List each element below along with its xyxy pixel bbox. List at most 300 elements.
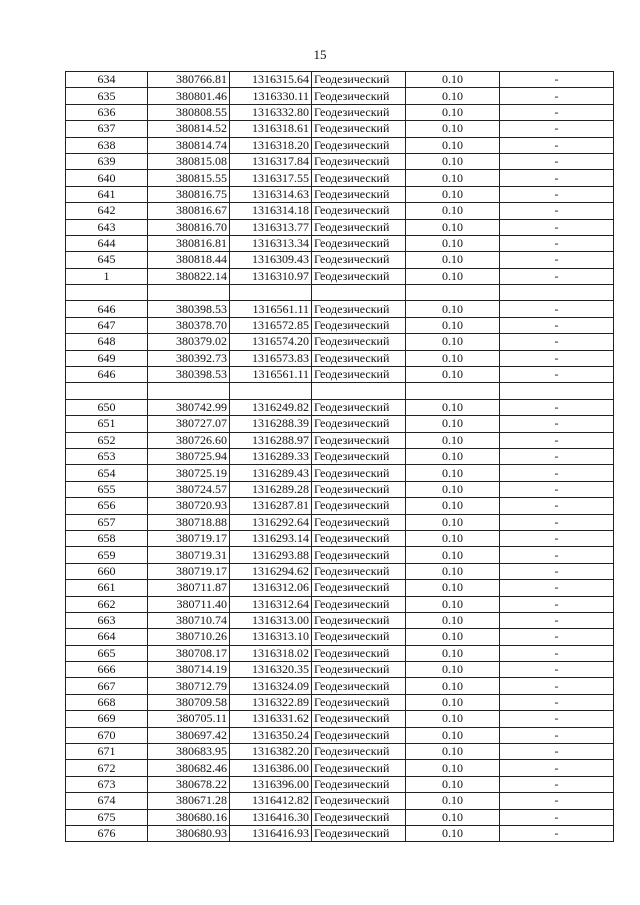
x-coordinate-cell: 380822.14	[148, 268, 230, 284]
method-cell: Геодезический	[312, 399, 406, 415]
x-coordinate-cell: 380801.46	[148, 88, 230, 104]
table-row	[66, 416, 614, 432]
table-row	[66, 776, 614, 792]
point-number-cell: 654	[66, 465, 148, 481]
y-coordinate-cell: 1316312.64	[230, 596, 312, 612]
method-cell: Геодезический	[312, 580, 406, 596]
x-coordinate-cell: 380815.08	[148, 153, 230, 169]
method-cell: Геодезический	[312, 170, 406, 186]
note-cell: -	[500, 186, 614, 202]
table-row	[66, 72, 614, 88]
accuracy-cell: 0.10	[406, 760, 500, 776]
table-row	[66, 498, 614, 514]
table-row	[66, 88, 614, 104]
table-row	[66, 547, 614, 563]
x-coordinate-cell: 380379.02	[148, 334, 230, 350]
point-number-cell: 672	[66, 760, 148, 776]
x-coordinate-cell: 380671.28	[148, 793, 230, 809]
point-number-cell	[66, 383, 148, 399]
accuracy-cell: 0.10	[406, 235, 500, 251]
accuracy-cell: 0.10	[406, 72, 500, 88]
x-coordinate-cell: 380378.70	[148, 317, 230, 333]
table-row	[66, 367, 614, 383]
note-cell: -	[500, 629, 614, 645]
accuracy-cell: 0.10	[406, 219, 500, 235]
x-coordinate-cell: 380816.75	[148, 186, 230, 202]
method-cell: Геодезический	[312, 629, 406, 645]
point-number-cell: 659	[66, 547, 148, 563]
accuracy-cell: 0.10	[406, 727, 500, 743]
accuracy-cell: 0.10	[406, 465, 500, 481]
x-coordinate-cell: 380709.58	[148, 694, 230, 710]
y-coordinate-cell: 1316561.11	[230, 301, 312, 317]
method-cell	[312, 383, 406, 399]
table-row	[66, 711, 614, 727]
y-coordinate-cell: 1316318.20	[230, 137, 312, 153]
note-cell: -	[500, 268, 614, 284]
accuracy-cell: 0.10	[406, 776, 500, 792]
point-number-cell: 645	[66, 252, 148, 268]
method-cell: Геодезический	[312, 448, 406, 464]
y-coordinate-cell	[230, 383, 312, 399]
note-cell: -	[500, 678, 614, 694]
accuracy-cell	[406, 285, 500, 301]
note-cell: -	[500, 514, 614, 530]
x-coordinate-cell	[148, 285, 230, 301]
method-cell: Геодезический	[312, 481, 406, 497]
note-cell: -	[500, 563, 614, 579]
y-coordinate-cell: 1316318.02	[230, 645, 312, 661]
x-coordinate-cell: 380814.52	[148, 121, 230, 137]
point-number-cell: 638	[66, 137, 148, 153]
accuracy-cell: 0.10	[406, 744, 500, 760]
x-coordinate-cell: 380708.17	[148, 645, 230, 661]
y-coordinate-cell: 1316320.35	[230, 662, 312, 678]
table-row	[66, 137, 614, 153]
method-cell: Геодезический	[312, 825, 406, 841]
accuracy-cell: 0.10	[406, 711, 500, 727]
note-cell	[500, 285, 614, 301]
x-coordinate-cell: 380680.16	[148, 809, 230, 825]
y-coordinate-cell: 1316289.33	[230, 448, 312, 464]
note-cell: -	[500, 153, 614, 169]
x-coordinate-cell: 380720.93	[148, 498, 230, 514]
table-row	[66, 285, 614, 301]
table-row	[66, 399, 614, 415]
table-row	[66, 350, 614, 366]
accuracy-cell: 0.10	[406, 416, 500, 432]
y-coordinate-cell: 1316288.97	[230, 432, 312, 448]
note-cell: -	[500, 88, 614, 104]
accuracy-cell: 0.10	[406, 596, 500, 612]
table-row	[66, 530, 614, 546]
note-cell: -	[500, 367, 614, 383]
note-cell: -	[500, 350, 614, 366]
method-cell	[312, 285, 406, 301]
accuracy-cell: 0.10	[406, 514, 500, 530]
note-cell: -	[500, 432, 614, 448]
table-row	[66, 219, 614, 235]
y-coordinate-cell: 1316317.84	[230, 153, 312, 169]
method-cell: Геодезический	[312, 432, 406, 448]
y-coordinate-cell: 1316287.81	[230, 498, 312, 514]
method-cell: Геодезический	[312, 727, 406, 743]
point-number-cell: 664	[66, 629, 148, 645]
method-cell: Геодезический	[312, 334, 406, 350]
note-cell: -	[500, 104, 614, 120]
accuracy-cell: 0.10	[406, 317, 500, 333]
point-number-cell: 646	[66, 367, 148, 383]
method-cell: Геодезический	[312, 498, 406, 514]
point-number-cell: 643	[66, 219, 148, 235]
note-cell: -	[500, 301, 614, 317]
accuracy-cell: 0.10	[406, 563, 500, 579]
x-coordinate-cell: 380725.94	[148, 448, 230, 464]
table-row	[66, 563, 614, 579]
point-number-cell: 639	[66, 153, 148, 169]
point-number-cell: 648	[66, 334, 148, 350]
x-coordinate-cell	[148, 383, 230, 399]
method-cell: Геодезический	[312, 137, 406, 153]
table-row	[66, 596, 614, 612]
point-number-cell: 635	[66, 88, 148, 104]
note-cell: -	[500, 776, 614, 792]
method-cell: Геодезический	[312, 153, 406, 169]
y-coordinate-cell: 1316293.88	[230, 547, 312, 563]
table-row	[66, 235, 614, 251]
method-cell: Геодезический	[312, 547, 406, 563]
x-coordinate-cell: 380719.31	[148, 547, 230, 563]
note-cell: -	[500, 399, 614, 415]
table-row	[66, 170, 614, 186]
y-coordinate-cell: 1316396.00	[230, 776, 312, 792]
accuracy-cell: 0.10	[406, 448, 500, 464]
point-number-cell: 652	[66, 432, 148, 448]
y-coordinate-cell: 1316249.82	[230, 399, 312, 415]
accuracy-cell: 0.10	[406, 104, 500, 120]
table-row	[66, 629, 614, 645]
x-coordinate-cell: 380808.55	[148, 104, 230, 120]
y-coordinate-cell: 1316309.43	[230, 252, 312, 268]
accuracy-cell: 0.10	[406, 580, 500, 596]
x-coordinate-cell: 380718.88	[148, 514, 230, 530]
method-cell: Геодезический	[312, 744, 406, 760]
table-row	[66, 301, 614, 317]
table-row	[66, 252, 614, 268]
point-number-cell: 647	[66, 317, 148, 333]
y-coordinate-cell: 1316573.83	[230, 350, 312, 366]
x-coordinate-cell: 380742.99	[148, 399, 230, 415]
y-coordinate-cell: 1316572.85	[230, 317, 312, 333]
point-number-cell: 663	[66, 612, 148, 628]
note-cell: -	[500, 416, 614, 432]
point-number-cell: 1	[66, 268, 148, 284]
y-coordinate-cell: 1316317.55	[230, 170, 312, 186]
point-number-cell: 676	[66, 825, 148, 841]
accuracy-cell: 0.10	[406, 530, 500, 546]
method-cell: Геодезический	[312, 612, 406, 628]
method-cell: Геодезический	[312, 88, 406, 104]
x-coordinate-cell: 380398.53	[148, 367, 230, 383]
point-number-cell: 669	[66, 711, 148, 727]
table-row	[66, 104, 614, 120]
table-row	[66, 793, 614, 809]
table-row	[66, 186, 614, 202]
note-cell: -	[500, 662, 614, 678]
table-row	[66, 121, 614, 137]
note-cell: -	[500, 465, 614, 481]
x-coordinate-cell: 380766.81	[148, 72, 230, 88]
method-cell: Геодезический	[312, 530, 406, 546]
x-coordinate-cell: 380712.79	[148, 678, 230, 694]
coordinates-table-body	[66, 72, 614, 842]
method-cell: Геодезический	[312, 809, 406, 825]
accuracy-cell: 0.10	[406, 301, 500, 317]
y-coordinate-cell: 1316312.06	[230, 580, 312, 596]
point-number-cell: 655	[66, 481, 148, 497]
note-cell: -	[500, 596, 614, 612]
note-cell: -	[500, 760, 614, 776]
note-cell: -	[500, 809, 614, 825]
y-coordinate-cell	[230, 285, 312, 301]
point-number-cell: 650	[66, 399, 148, 415]
y-coordinate-cell: 1316313.00	[230, 612, 312, 628]
method-cell: Геодезический	[312, 268, 406, 284]
table-row	[66, 203, 614, 219]
x-coordinate-cell: 380725.19	[148, 465, 230, 481]
note-cell: -	[500, 711, 614, 727]
point-number-cell: 661	[66, 580, 148, 596]
note-cell: -	[500, 334, 614, 350]
note-cell: -	[500, 170, 614, 186]
method-cell: Геодезический	[312, 121, 406, 137]
y-coordinate-cell: 1316382.20	[230, 744, 312, 760]
table-row	[66, 612, 614, 628]
method-cell: Геодезический	[312, 72, 406, 88]
method-cell: Геодезический	[312, 563, 406, 579]
y-coordinate-cell: 1316416.93	[230, 825, 312, 841]
note-cell: -	[500, 530, 614, 546]
method-cell: Геодезический	[312, 367, 406, 383]
table-row	[66, 744, 614, 760]
y-coordinate-cell: 1316331.62	[230, 711, 312, 727]
point-number-cell: 662	[66, 596, 148, 612]
note-cell: -	[500, 612, 614, 628]
accuracy-cell: 0.10	[406, 399, 500, 415]
y-coordinate-cell: 1316318.61	[230, 121, 312, 137]
table-row	[66, 727, 614, 743]
table-row	[66, 662, 614, 678]
x-coordinate-cell: 380680.93	[148, 825, 230, 841]
point-number-cell	[66, 285, 148, 301]
point-number-cell: 646	[66, 301, 148, 317]
y-coordinate-cell: 1316324.09	[230, 678, 312, 694]
method-cell: Геодезический	[312, 793, 406, 809]
accuracy-cell: 0.10	[406, 367, 500, 383]
method-cell: Геодезический	[312, 416, 406, 432]
note-cell: -	[500, 72, 614, 88]
y-coordinate-cell: 1316313.34	[230, 235, 312, 251]
method-cell: Геодезический	[312, 104, 406, 120]
accuracy-cell: 0.10	[406, 629, 500, 645]
table-row	[66, 317, 614, 333]
point-number-cell: 671	[66, 744, 148, 760]
point-number-cell: 665	[66, 645, 148, 661]
x-coordinate-cell: 380719.17	[148, 563, 230, 579]
y-coordinate-cell: 1316332.80	[230, 104, 312, 120]
method-cell: Геодезический	[312, 350, 406, 366]
accuracy-cell: 0.10	[406, 498, 500, 514]
table-row	[66, 809, 614, 825]
table-row	[66, 448, 614, 464]
accuracy-cell: 0.10	[406, 137, 500, 153]
accuracy-cell: 0.10	[406, 612, 500, 628]
y-coordinate-cell: 1316574.20	[230, 334, 312, 350]
note-cell: -	[500, 580, 614, 596]
method-cell: Геодезический	[312, 252, 406, 268]
note-cell: -	[500, 727, 614, 743]
method-cell: Геодезический	[312, 711, 406, 727]
point-number-cell: 649	[66, 350, 148, 366]
table-row	[66, 481, 614, 497]
y-coordinate-cell: 1316313.10	[230, 629, 312, 645]
table-row	[66, 153, 614, 169]
y-coordinate-cell: 1316294.62	[230, 563, 312, 579]
point-number-cell: 640	[66, 170, 148, 186]
point-number-cell: 641	[66, 186, 148, 202]
accuracy-cell: 0.10	[406, 809, 500, 825]
method-cell: Геодезический	[312, 760, 406, 776]
y-coordinate-cell: 1316416.30	[230, 809, 312, 825]
table-row	[66, 645, 614, 661]
table-row	[66, 334, 614, 350]
accuracy-cell: 0.10	[406, 793, 500, 809]
accuracy-cell: 0.10	[406, 268, 500, 284]
note-cell: -	[500, 645, 614, 661]
point-number-cell: 675	[66, 809, 148, 825]
note-cell: -	[500, 219, 614, 235]
y-coordinate-cell: 1316315.64	[230, 72, 312, 88]
accuracy-cell: 0.10	[406, 334, 500, 350]
point-number-cell: 670	[66, 727, 148, 743]
accuracy-cell: 0.10	[406, 252, 500, 268]
y-coordinate-cell: 1316561.11	[230, 367, 312, 383]
y-coordinate-cell: 1316386.00	[230, 760, 312, 776]
x-coordinate-cell: 380711.87	[148, 580, 230, 596]
accuracy-cell: 0.10	[406, 88, 500, 104]
accuracy-cell: 0.10	[406, 825, 500, 841]
x-coordinate-cell: 380719.17	[148, 530, 230, 546]
table-row	[66, 580, 614, 596]
x-coordinate-cell: 380726.60	[148, 432, 230, 448]
x-coordinate-cell: 380727.07	[148, 416, 230, 432]
note-cell: -	[500, 317, 614, 333]
table-row	[66, 383, 614, 399]
table-row	[66, 514, 614, 530]
y-coordinate-cell: 1316310.97	[230, 268, 312, 284]
x-coordinate-cell: 380710.26	[148, 629, 230, 645]
method-cell: Геодезический	[312, 776, 406, 792]
note-cell: -	[500, 121, 614, 137]
table-row	[66, 760, 614, 776]
y-coordinate-cell: 1316330.11	[230, 88, 312, 104]
note-cell: -	[500, 137, 614, 153]
accuracy-cell: 0.10	[406, 694, 500, 710]
page-number: 15	[313, 47, 327, 62]
note-cell: -	[500, 498, 614, 514]
note-cell: -	[500, 235, 614, 251]
y-coordinate-cell: 1316350.24	[230, 727, 312, 743]
x-coordinate-cell: 380697.42	[148, 727, 230, 743]
note-cell: -	[500, 694, 614, 710]
accuracy-cell: 0.10	[406, 481, 500, 497]
y-coordinate-cell: 1316412.82	[230, 793, 312, 809]
point-number-cell: 651	[66, 416, 148, 432]
note-cell: -	[500, 793, 614, 809]
accuracy-cell: 0.10	[406, 121, 500, 137]
method-cell: Геодезический	[312, 678, 406, 694]
x-coordinate-cell: 380710.74	[148, 612, 230, 628]
y-coordinate-cell: 1316292.64	[230, 514, 312, 530]
x-coordinate-cell: 380711.40	[148, 596, 230, 612]
coordinates-table	[65, 71, 614, 842]
note-cell: -	[500, 448, 614, 464]
accuracy-cell: 0.10	[406, 662, 500, 678]
method-cell: Геодезический	[312, 186, 406, 202]
y-coordinate-cell: 1316288.39	[230, 416, 312, 432]
method-cell: Геодезический	[312, 596, 406, 612]
accuracy-cell	[406, 383, 500, 399]
method-cell: Геодезический	[312, 514, 406, 530]
note-cell: -	[500, 252, 614, 268]
x-coordinate-cell: 380392.73	[148, 350, 230, 366]
method-cell: Геодезический	[312, 301, 406, 317]
accuracy-cell: 0.10	[406, 645, 500, 661]
table-row	[66, 825, 614, 841]
table-row	[66, 268, 614, 284]
note-cell: -	[500, 481, 614, 497]
method-cell: Геодезический	[312, 219, 406, 235]
point-number-cell: 634	[66, 72, 148, 88]
table-row	[66, 694, 614, 710]
x-coordinate-cell: 380816.67	[148, 203, 230, 219]
y-coordinate-cell: 1316314.63	[230, 186, 312, 202]
point-number-cell: 674	[66, 793, 148, 809]
accuracy-cell: 0.10	[406, 350, 500, 366]
point-number-cell: 668	[66, 694, 148, 710]
point-number-cell: 642	[66, 203, 148, 219]
table-row	[66, 465, 614, 481]
x-coordinate-cell: 380816.81	[148, 235, 230, 251]
x-coordinate-cell: 380714.19	[148, 662, 230, 678]
note-cell: -	[500, 203, 614, 219]
accuracy-cell: 0.10	[406, 170, 500, 186]
note-cell: -	[500, 825, 614, 841]
x-coordinate-cell: 380398.53	[148, 301, 230, 317]
method-cell: Геодезический	[312, 465, 406, 481]
accuracy-cell: 0.10	[406, 186, 500, 202]
point-number-cell: 666	[66, 662, 148, 678]
method-cell: Геодезический	[312, 203, 406, 219]
note-cell: -	[500, 744, 614, 760]
x-coordinate-cell: 380724.57	[148, 481, 230, 497]
accuracy-cell: 0.10	[406, 432, 500, 448]
point-number-cell: 667	[66, 678, 148, 694]
method-cell: Геодезический	[312, 694, 406, 710]
x-coordinate-cell: 380683.95	[148, 744, 230, 760]
table-row	[66, 432, 614, 448]
point-number-cell: 673	[66, 776, 148, 792]
